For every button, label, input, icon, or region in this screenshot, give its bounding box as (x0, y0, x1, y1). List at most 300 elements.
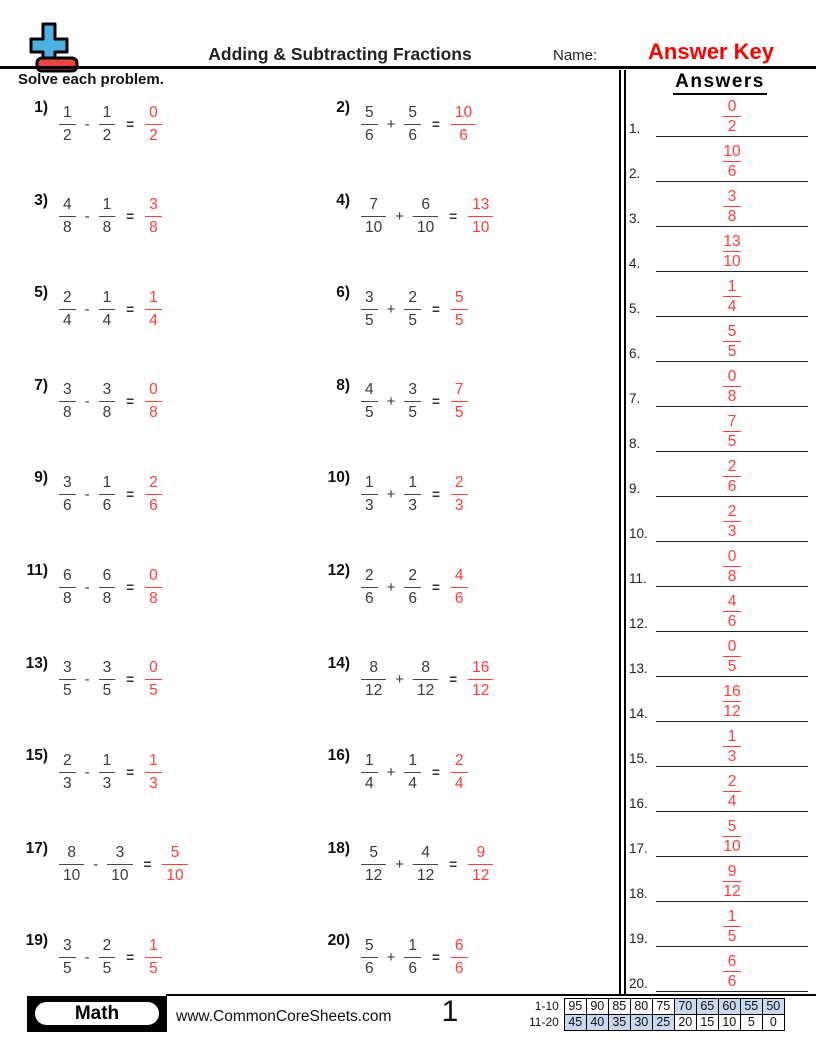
second-fraction-numerator: 6 (102, 566, 112, 584)
first-fraction-denominator: 10 (63, 867, 81, 885)
first-fraction-denominator: 8 (63, 219, 72, 237)
answer-fraction-numerator: 5 (454, 288, 464, 306)
answer-denominator: 10 (723, 837, 741, 855)
plus-operator: + (386, 578, 396, 596)
second-fraction-denominator: 4 (102, 311, 112, 329)
answer-fraction (656, 728, 808, 765)
grading-row-1-10 (529, 999, 784, 1015)
problem-3 (16, 192, 162, 242)
answer-numerator: 1 (727, 907, 737, 925)
second-fraction (404, 381, 421, 422)
answer-numerator: 16 (723, 682, 741, 700)
plus-operator: + (395, 671, 405, 689)
answer-fraction (656, 773, 808, 810)
first-fraction (361, 659, 386, 700)
first-fraction-numerator: 2 (63, 288, 72, 306)
answer-fraction (468, 196, 493, 237)
answer-numerator: 0 (727, 367, 737, 385)
first-fraction (361, 196, 386, 237)
second-fraction-numerator: 8 (421, 659, 430, 677)
answer-denominator: 12 (723, 702, 741, 720)
fraction-bar (723, 116, 741, 117)
plus-operator: + (386, 393, 396, 411)
second-fraction-numerator: 2 (408, 566, 418, 584)
problem-9 (16, 469, 162, 519)
second-fraction (99, 289, 116, 330)
second-fraction-numerator: 1 (102, 196, 112, 214)
problem-number: 18) (327, 839, 350, 857)
answer-fraction-numerator: 0 (149, 566, 158, 584)
second-fraction-denominator: 4 (408, 774, 418, 792)
fraction-bar (723, 701, 741, 702)
first-fraction-denominator: 10 (365, 219, 383, 237)
minus-operator: - (84, 671, 90, 689)
score-cell-95: 95 (564, 999, 586, 1015)
answer-numerator: 5 (727, 817, 737, 835)
second-fraction-denominator: 6 (102, 496, 112, 514)
answer-denominator: 3 (727, 522, 737, 540)
answer-fraction (656, 143, 808, 180)
answer-fraction-numerator: 0 (149, 381, 158, 399)
first-fraction-numerator: 6 (63, 566, 72, 584)
first-fraction-denominator: 3 (63, 774, 72, 792)
answer-denominator: 8 (727, 207, 737, 225)
first-fraction-numerator: 5 (365, 103, 374, 121)
answer-row-3 (629, 182, 811, 227)
answer-number: 18. (629, 886, 648, 901)
answer-fraction (656, 368, 808, 405)
answer-fraction (451, 567, 468, 608)
equals-sign: = (432, 394, 440, 410)
answer-numerator: 1 (727, 277, 737, 295)
second-fraction-numerator: 1 (408, 937, 418, 955)
first-fraction (59, 937, 76, 978)
answers-divider (619, 70, 626, 995)
first-fraction-denominator: 6 (365, 589, 374, 607)
answer-numerator: 2 (727, 502, 737, 520)
problem-number: 8) (336, 376, 350, 394)
second-fraction-numerator: 1 (102, 474, 112, 492)
first-fraction (59, 289, 76, 330)
fraction-bar (723, 386, 741, 387)
score-cell-45: 45 (564, 1015, 586, 1031)
second-fraction-denominator: 6 (408, 589, 418, 607)
score-cell-50: 50 (762, 999, 784, 1015)
first-fraction-numerator: 3 (63, 474, 72, 492)
answer-numerator: 1 (727, 727, 737, 745)
score-cell-85: 85 (608, 999, 630, 1015)
answer-fraction-numerator: 13 (472, 196, 490, 214)
fraction-bar (723, 566, 741, 567)
problem-17 (16, 840, 188, 890)
minus-operator: - (84, 948, 90, 966)
score-cell-60: 60 (718, 999, 740, 1015)
answer-denominator: 6 (727, 162, 737, 180)
problem-7 (16, 377, 162, 427)
answer-number: 9. (629, 481, 641, 496)
answer-fraction-numerator: 1 (149, 751, 158, 769)
score-cell-15: 15 (696, 1015, 718, 1031)
answer-fraction-denominator: 5 (149, 682, 158, 700)
problem-number: 20) (327, 932, 350, 950)
answer-denominator: 5 (727, 657, 737, 675)
second-fraction-denominator: 3 (102, 774, 112, 792)
fraction-bar (723, 881, 741, 882)
answer-numerator: 2 (727, 772, 737, 790)
problem-10 (318, 469, 468, 519)
problem-6 (318, 284, 468, 334)
subject-banner (27, 996, 167, 1032)
answer-number: 19. (629, 931, 648, 946)
answer-number: 13. (629, 661, 648, 676)
problem-1 (16, 99, 162, 149)
second-fraction (404, 752, 421, 793)
equals-sign: = (432, 949, 440, 965)
first-fraction (361, 937, 378, 978)
first-fraction-numerator: 5 (365, 937, 374, 955)
equals-sign: = (126, 486, 135, 502)
first-fraction (361, 289, 378, 330)
answer-fraction-numerator: 0 (149, 103, 158, 121)
first-fraction (361, 104, 378, 145)
answer-fraction-numerator: 3 (149, 196, 158, 214)
first-fraction (361, 752, 378, 793)
second-fraction (99, 752, 116, 793)
second-fraction (99, 659, 116, 700)
answer-denominator: 2 (727, 117, 737, 135)
answer-fraction-numerator: 2 (454, 474, 464, 492)
answer-number: 7. (629, 391, 641, 406)
answer-fraction-denominator: 10 (472, 219, 490, 237)
score-cell-30: 30 (630, 1015, 652, 1031)
answer-fraction-denominator: 12 (472, 867, 490, 885)
first-fraction-numerator: 8 (67, 844, 76, 862)
problem-number: 9) (34, 469, 48, 487)
header-rule (0, 66, 816, 69)
answer-fraction-numerator: 1 (149, 288, 158, 306)
fraction-bar (723, 206, 741, 207)
answer-denominator: 6 (727, 972, 737, 990)
second-fraction-denominator: 8 (102, 404, 112, 422)
problem-16 (318, 747, 468, 797)
plus-operator: + (395, 856, 405, 874)
answer-denominator: 12 (723, 882, 741, 900)
second-fraction-numerator: 2 (102, 937, 112, 955)
answer-fraction (656, 188, 808, 225)
first-fraction-numerator: 3 (63, 381, 72, 399)
second-fraction (413, 659, 438, 700)
answer-number: 1. (629, 121, 641, 136)
answer-denominator: 8 (727, 387, 737, 405)
problem-number: 1) (34, 99, 48, 116)
answer-fraction-denominator: 4 (149, 311, 158, 329)
second-fraction-denominator: 5 (102, 959, 112, 977)
equals-sign: = (432, 579, 440, 595)
problem-number: 5) (34, 284, 48, 302)
answers-title (655, 71, 785, 93)
second-fraction-numerator: 1 (408, 474, 418, 492)
first-fraction (59, 567, 76, 608)
fraction-bar (723, 296, 741, 297)
answer-fraction-denominator: 3 (149, 774, 158, 792)
problem-19 (16, 932, 162, 982)
first-fraction-numerator: 1 (365, 751, 374, 769)
answer-numerator: 5 (727, 322, 737, 340)
fraction-bar (723, 521, 741, 522)
answer-row-9 (629, 452, 811, 497)
answer-fraction-denominator: 5 (454, 311, 464, 329)
problem-11 (16, 562, 162, 612)
first-fraction-numerator: 5 (369, 844, 378, 862)
answer-row-8 (629, 407, 811, 452)
second-fraction (99, 196, 116, 237)
answer-row-5 (629, 272, 811, 317)
fraction-bar (723, 476, 741, 477)
second-fraction-denominator: 6 (408, 126, 418, 144)
answer-numerator: 2 (727, 457, 737, 475)
first-fraction-denominator: 3 (365, 496, 374, 514)
first-fraction-denominator: 2 (63, 126, 72, 144)
first-fraction (361, 381, 378, 422)
answer-numerator: 13 (723, 232, 741, 250)
fraction-bar (723, 251, 741, 252)
second-fraction (404, 937, 421, 978)
second-fraction (99, 937, 116, 978)
plus-operator: + (386, 300, 396, 318)
problem-15 (16, 747, 162, 797)
score-cell-80: 80 (630, 999, 652, 1015)
second-fraction (404, 474, 421, 515)
answer-denominator: 5 (727, 432, 737, 450)
second-fraction-numerator: 1 (408, 751, 418, 769)
first-fraction-numerator: 3 (63, 659, 72, 677)
equals-sign: = (432, 486, 440, 502)
first-fraction-numerator: 4 (365, 381, 374, 399)
grading-row-label: 1-10 (534, 999, 559, 1013)
equals-sign: = (449, 209, 458, 225)
equals-sign: = (126, 116, 135, 132)
answer-fraction-numerator: 2 (454, 751, 464, 769)
answer-fraction-numerator: 16 (472, 659, 490, 677)
first-fraction-denominator: 6 (63, 496, 72, 514)
equals-sign: = (126, 579, 135, 595)
problem-number: 10) (327, 469, 350, 487)
first-fraction-denominator: 12 (365, 682, 383, 700)
answer-fraction (451, 752, 468, 793)
second-fraction (99, 567, 116, 608)
first-fraction (59, 381, 76, 422)
answer-fraction-denominator: 6 (454, 959, 464, 977)
fraction-bar (723, 431, 741, 432)
grading-table (529, 998, 785, 1031)
second-fraction (99, 381, 116, 422)
second-fraction (99, 474, 116, 515)
minus-operator: - (84, 115, 90, 133)
answer-fraction (145, 196, 162, 237)
minus-icon (37, 58, 77, 71)
score-cell-25: 25 (652, 1015, 674, 1031)
answer-number: 17. (629, 841, 648, 856)
first-fraction (59, 196, 76, 237)
first-fraction (59, 104, 76, 145)
answer-numerator: 3 (727, 187, 737, 205)
score-cell-10: 10 (718, 1015, 740, 1031)
second-fraction (413, 196, 438, 237)
second-fraction (404, 104, 421, 145)
answer-fraction (145, 659, 162, 700)
second-fraction-numerator: 3 (102, 381, 112, 399)
answer-fraction-numerator: 2 (149, 474, 158, 492)
answer-fraction (145, 752, 162, 793)
second-fraction-denominator: 12 (417, 682, 435, 700)
answer-fraction-numerator: 4 (454, 566, 464, 584)
equals-sign: = (432, 301, 440, 317)
problem-13 (16, 655, 162, 705)
answer-row-20 (629, 947, 811, 992)
problem-8 (318, 377, 468, 427)
answer-fraction (145, 381, 162, 422)
second-fraction (107, 844, 132, 885)
answer-number: 16. (629, 796, 648, 811)
answer-fraction (145, 937, 162, 978)
answer-fraction (162, 844, 187, 885)
problem-number: 16) (327, 747, 350, 765)
problem-number: 11) (26, 562, 48, 579)
first-fraction-numerator: 2 (63, 751, 72, 769)
fraction-bar (723, 926, 741, 927)
second-fraction-denominator: 5 (102, 682, 112, 700)
answer-number: 14. (629, 706, 648, 721)
score-cell-20: 20 (674, 1015, 696, 1031)
first-fraction (361, 567, 378, 608)
first-fraction-denominator: 5 (63, 682, 72, 700)
answer-row-12 (629, 587, 811, 632)
second-fraction-denominator: 5 (408, 404, 418, 422)
minus-operator: - (84, 763, 90, 781)
problem-5 (16, 284, 162, 334)
answer-denominator: 3 (727, 747, 737, 765)
first-fraction-denominator: 5 (365, 311, 374, 329)
answer-fraction (656, 863, 808, 900)
subject-pill: Math (33, 1000, 161, 1027)
answer-number: 3. (629, 211, 641, 226)
answer-row-17 (629, 812, 811, 857)
answer-numerator: 0 (727, 547, 737, 565)
name-label: Name: (553, 47, 598, 64)
first-fraction-numerator: 8 (369, 659, 378, 677)
minus-operator: - (84, 208, 90, 226)
problem-number: 17) (25, 839, 48, 857)
score-cell-35: 35 (608, 1015, 630, 1031)
answer-fraction-numerator: 10 (454, 103, 473, 121)
first-fraction-numerator: 3 (63, 937, 72, 955)
minus-operator: - (84, 485, 90, 503)
first-fraction-denominator: 4 (63, 311, 72, 329)
answer-denominator: 4 (727, 792, 737, 810)
first-fraction-denominator: 8 (63, 589, 72, 607)
answer-number: 11. (629, 571, 647, 586)
second-fraction (404, 567, 421, 608)
first-fraction-denominator: 12 (365, 867, 383, 885)
first-fraction (59, 752, 76, 793)
second-fraction-numerator: 3 (115, 844, 125, 862)
second-fraction-numerator: 6 (421, 196, 430, 214)
first-fraction (59, 474, 76, 515)
answer-fraction (656, 953, 808, 990)
first-fraction-denominator: 4 (365, 774, 374, 792)
minus-operator: - (84, 393, 90, 411)
answer-fraction (451, 104, 476, 145)
score-cell-70: 70 (674, 999, 696, 1015)
plus-operator: + (386, 115, 396, 133)
instructions: Solve each problem. (18, 71, 164, 88)
answer-fraction (451, 381, 468, 422)
answer-fraction-denominator: 4 (454, 774, 464, 792)
answer-numerator: 7 (727, 412, 737, 430)
answer-number: 20. (629, 976, 648, 991)
answer-row-4 (629, 227, 811, 272)
problem-18 (318, 840, 493, 890)
answer-fraction-denominator: 6 (459, 126, 468, 144)
equals-sign: = (126, 209, 135, 225)
answer-fraction (656, 458, 808, 495)
second-fraction-denominator: 10 (417, 219, 435, 237)
second-fraction-numerator: 1 (102, 751, 112, 769)
second-fraction-denominator: 10 (111, 867, 129, 885)
equals-sign: = (143, 857, 152, 873)
plus-operator: + (386, 485, 396, 503)
problem-number: 3) (34, 191, 48, 209)
answer-fraction-numerator: 6 (454, 937, 464, 955)
first-fraction (361, 844, 386, 885)
second-fraction-denominator: 2 (102, 126, 112, 144)
answer-row-6 (629, 317, 811, 362)
fraction-bar (723, 611, 741, 612)
answer-number: 12. (629, 616, 648, 631)
problem-number: 12) (327, 562, 350, 579)
answer-fraction-denominator: 8 (149, 589, 158, 607)
fraction-bar (723, 341, 741, 342)
score-cell-0: 0 (762, 1015, 784, 1031)
fraction-bar (723, 971, 741, 972)
answer-fraction (451, 474, 468, 515)
answer-fraction (656, 323, 808, 360)
answer-fraction-denominator: 6 (454, 589, 464, 607)
problem-number: 14) (327, 654, 350, 672)
grading-row-label: 11-20 (529, 1015, 559, 1029)
answer-numerator: 6 (727, 952, 737, 970)
answer-fraction-numerator: 0 (149, 659, 158, 677)
answer-fraction-denominator: 2 (149, 126, 158, 144)
plus-operator: + (395, 208, 405, 226)
first-fraction-numerator: 7 (369, 196, 378, 214)
second-fraction-numerator: 2 (408, 288, 418, 306)
second-fraction-numerator: 1 (102, 288, 112, 306)
page-title: Adding & Subtracting Fractions (208, 44, 472, 64)
answer-fraction (656, 683, 808, 720)
problem-2 (318, 99, 476, 149)
problem-number: 4) (336, 191, 350, 209)
answer-denominator: 6 (727, 612, 737, 630)
second-fraction-denominator: 8 (102, 589, 112, 607)
second-fraction (413, 844, 438, 885)
answer-fraction-denominator: 3 (454, 496, 464, 514)
minus-operator: - (93, 856, 99, 874)
answer-fraction (656, 503, 808, 540)
answer-denominator: 4 (727, 297, 737, 315)
answer-fraction (656, 548, 808, 585)
answer-fraction (656, 908, 808, 945)
